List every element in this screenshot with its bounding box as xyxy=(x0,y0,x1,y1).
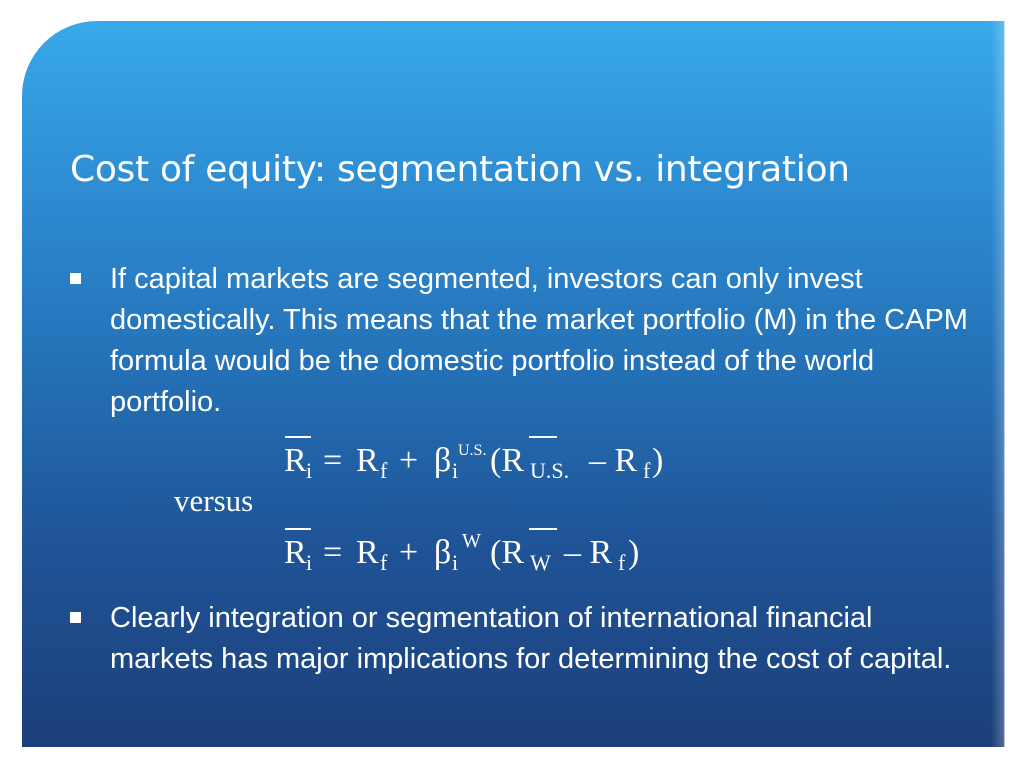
mean-overbar xyxy=(529,436,557,438)
formula-1-r: R xyxy=(284,442,307,479)
formula-1-open: (R xyxy=(490,442,524,479)
slide-title: Cost of equity: segmentation vs. integration xyxy=(70,149,850,190)
mean-overbar xyxy=(285,528,311,530)
formula-2-r: R xyxy=(284,534,307,571)
bullet-text: Clearly integration or segmentation of international financial markets has major implications for determining the cost of capital. xyxy=(110,602,952,675)
formula-2-equals: = xyxy=(323,534,343,571)
slide xyxy=(22,21,1005,747)
formula-1-plus: + xyxy=(399,442,419,479)
formula-2-close: ) xyxy=(628,534,640,571)
formula-2-rf2-sub: f xyxy=(618,550,626,575)
formula-2-r-sub: i xyxy=(306,550,313,575)
formula-1-beta-sup: U.S. xyxy=(458,442,487,459)
versus-label: versus xyxy=(174,483,254,518)
formula-1-equals: = xyxy=(323,442,343,479)
formula-1-beta-sub: i xyxy=(452,458,459,483)
formula-1-close: ) xyxy=(652,442,664,479)
formula-2-open: (R xyxy=(490,534,524,571)
formula-2-minus-rf: – R xyxy=(564,534,613,571)
square-bullet-icon xyxy=(70,612,81,623)
formula-2-beta-sub: i xyxy=(452,550,459,575)
mean-overbar xyxy=(529,528,557,530)
formula-2-rf-sub: f xyxy=(380,550,388,575)
bullet-item-integration xyxy=(70,598,970,680)
formula-2-plus: + xyxy=(399,534,419,571)
formula-2-market-sub: W xyxy=(530,550,551,575)
formula-1-beta: β xyxy=(434,442,452,479)
formula-2-beta: β xyxy=(434,534,452,571)
formula-1-rf-sub: f xyxy=(380,458,388,483)
formula-1-r-sub: i xyxy=(306,458,313,483)
formula-2-rf: R xyxy=(356,534,379,571)
formula-1-market-sub: U.S. xyxy=(530,458,570,483)
bullet-text: If capital markets are segmented, investors can only invest domestically. This means that the market portfolio (M) in the CAPM formula would be the domestic portfolio instead of the world portfolio. xyxy=(110,263,968,418)
mean-overbar xyxy=(285,436,311,438)
formula-1-rf2-sub: f xyxy=(643,458,651,483)
formula-1-minus-rf: – R xyxy=(589,442,638,479)
formula-1-rf: R xyxy=(356,442,379,479)
formula-2-beta-sup: W xyxy=(462,530,481,552)
